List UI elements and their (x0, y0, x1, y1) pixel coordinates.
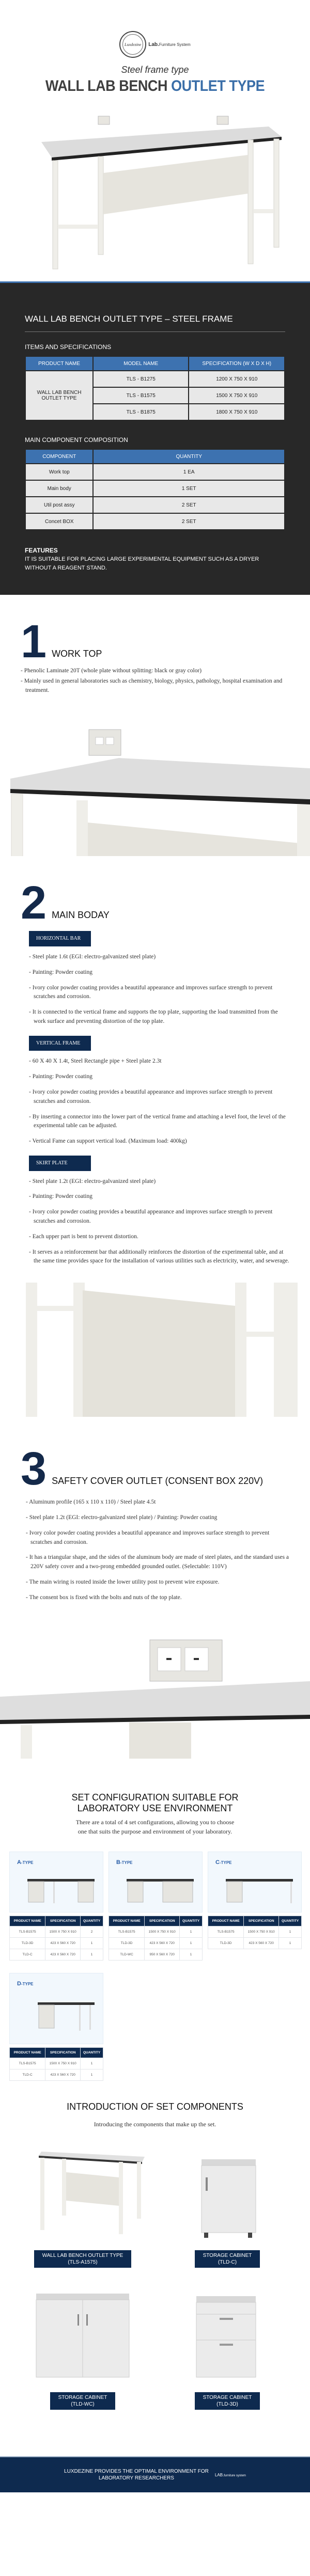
component-label: STORAGE CABINET (TLD-3D) (195, 2392, 260, 2410)
bench-image (16, 2141, 150, 2239)
component-cell: Concet BOX (26, 514, 92, 529)
col-specification: SPECIFICATION (W X D X H) (189, 357, 284, 370)
table-row: TLS-B1575 1500 X 750 X 910 1 (10, 2058, 103, 2069)
section-number: 2 (21, 877, 47, 929)
horizontal-bar-tag: HORIZONTAL BAR (29, 931, 91, 946)
col-product-name: PRODUCT NAME (26, 357, 92, 370)
logo-text: Lab.Furniture System (148, 41, 191, 48)
table-row (26, 497, 284, 513)
bullet-item: - Steel plate 1.6t (EGI: electro-galvanized steel plate) (29, 953, 156, 960)
bullet-item: - Ivory color powder coating provides a beautiful appearance and improves surface strength to prevent scratches and corrosion. (26, 1529, 270, 1545)
components-intro: Introducing the components that make up the set. (94, 2121, 216, 2128)
page-subtitle: Steel frame type (121, 65, 189, 75)
quantity-cell: 1 SET (94, 481, 284, 496)
bullet-item: - By inserting a connector into the lower part of the vertical frame and attaching a level foot, the level of the experimental table can be adjusted. (29, 1113, 286, 1129)
type-b-set-image (121, 1869, 199, 1905)
type-label: B-TYPE (116, 1859, 133, 1866)
worktop-photo (0, 706, 310, 856)
section-number: 1 (21, 616, 47, 668)
config-type-d[interactable] (9, 1973, 103, 2081)
component-label: STORAGE CABINET (TLD-WC) (50, 2392, 116, 2410)
component-tld-c[interactable] (155, 2141, 300, 2268)
bullet-item: - Vertical Fame can support vertical load. (Maximum load: 400kg) (29, 1138, 187, 1145)
type-b-table: PRODUCT NAME SPECIFICATION QUANTITY TLS-B1575 1500 X 750 X 910 1 TLD-3D 423 X 560 X 720 1 TLD-WC 950 X 560 X 720 1 (109, 1916, 203, 1961)
bullet-item: - 60 X 40 X 1.4t, Steel Rectangle pipe + Steel plate 2.3t (29, 1058, 162, 1065)
bullet-item: - It serves as a reinforcement bar that additionally reinforces the distortion of the experimental table, and at the same time provides space for the installation of various utilities such as electricity, water, and sewerage. (29, 1249, 289, 1265)
type-card (9, 1852, 103, 1913)
component-bench[interactable] (10, 2141, 155, 2268)
component-cell: Work top (26, 464, 92, 480)
bullet-item: - It is connected to the vertical frame and supports the top plate, supporting the load transmitted from the work surface and preventing distortion of the top plate. (29, 1009, 278, 1024)
bullet-item: - Aluminum profile (165 x 110 x 110) / Steel plate 4.5t (26, 1499, 156, 1506)
section-number: 3 (21, 1443, 47, 1495)
type-d-table: PRODUCT NAME SPECIFICATION QUANTITY TLS-B1575 1500 X 750 X 910 1 TLD-C 423 X 560 X 720 1 (9, 2047, 103, 2081)
bullet-item: - Steel plate 1.2t (EGI: electro-galvanized steel plate) / Painting: Powder coating (26, 1514, 218, 1521)
cabinet-tld-c-image (160, 2141, 295, 2239)
spec-cell: 1500 X 750 X 910 (189, 388, 284, 403)
bullet-list (21, 928, 289, 1266)
features-label: FEATURES (25, 547, 58, 554)
hero-section (0, 0, 310, 281)
type-a-table: PRODUCT NAME SPECIFICATION QUANTITY TLS-B1575 1500 X 750 X 910 2 TLD-3D 423 X 560 X 720 1 TLD-C 423 X 560 X 720 1 (9, 1916, 103, 1961)
table-row (26, 371, 284, 387)
features-text: IT IS SUITABLE FOR PLACING LARGE EXPERIMENTAL EQUIPMENT SUCH AS A DRYER WITHOUT A REAGENT STAND. (25, 556, 259, 571)
bullet-item: - Painting: Powder coating (29, 1193, 92, 1200)
col-quantity: QUANTITY (94, 450, 284, 463)
component-cell: Util post assy (26, 497, 92, 513)
set-configuration-section (0, 1772, 310, 2081)
bullet-item: - The consent box is fixed with the bolts and nuts of the top plate. (26, 1594, 182, 1601)
bullet-item: - It has a triangular shape, and the sides of the aluminum body are made of steel plates, and the standard uses a 220V safety cover and a two-prong embedded grounded outlet. (Selectable: 110V) (26, 1554, 289, 1570)
type-card (9, 1973, 103, 2044)
logo-seal-icon: Luxdezine (119, 31, 146, 58)
table-row: TLD-WC 950 X 560 X 720 1 (109, 1949, 203, 1960)
bullet-item: - Steel plate 1.2t (EGI: electro-galvanized steel plate) (29, 1178, 156, 1184)
component-tld-3d[interactable] (155, 2283, 300, 2410)
spec-cell: 1200 X 750 X 910 (189, 371, 284, 387)
section-title: WORK TOP (52, 649, 102, 659)
page-title: WALL LAB BENCH OUTLET TYPE (45, 77, 265, 94)
outlet-box-photo (0, 1619, 310, 1759)
type-card (109, 1852, 203, 1913)
type-card (208, 1852, 302, 1913)
section-main-body (0, 869, 310, 1430)
table-row: TLD-C 423 X 560 X 720 1 (10, 2069, 103, 2080)
model-cell: TLS - B1275 (94, 371, 189, 387)
bullet-item: - Mainly used in general laboratories such as chemistry, biology, physics, pathology, hospital examination and treatment. (21, 677, 283, 693)
type-label: C-TYPE (215, 1859, 232, 1866)
features-block (25, 546, 285, 572)
type-label: D-TYPE (17, 1980, 34, 1987)
quantity-cell: 2 SET (94, 497, 284, 513)
quantity-cell: 1 EA (94, 464, 284, 480)
bullet-item: - Ivory color powder coating provides a beautiful appearance and improves surface strength to prevent scratches and corrosion. (29, 1209, 273, 1224)
components-grid (0, 2129, 310, 2410)
cabinet-tld-3d-image (160, 2283, 295, 2381)
bullet-item: - Phenolic Laminate 20T (whole plate without splitting: black or gray color) (21, 668, 202, 674)
set-config-heading: SET CONFIGURATION SUITABLE FOR LABORATORY USE ENVIRONMENT (71, 1792, 239, 1814)
table-row (26, 464, 284, 480)
config-type-b[interactable] (109, 1852, 203, 1961)
bullet-item: - Each upper part is bent to prevent distortion. (29, 1233, 138, 1240)
table-row: TLD-C 423 X 560 X 720 1 (10, 1949, 103, 1960)
bullet-item: - Ivory color powder coating provides a beautiful appearance and improves surface strength to prevent scratches and corrosion. (29, 984, 273, 1000)
component-label: WALL LAB BENCH OUTLET TYPE (TLS-A1575) (34, 2250, 132, 2268)
product-name-cell: WALL LAB BENCH OUTLET TYPE (26, 371, 92, 420)
specification-section (0, 281, 310, 595)
section-safety-outlet (0, 1430, 310, 1772)
footer (0, 2456, 310, 2492)
set-config-intro: There are a total of 4 set configurations, allowing you to choose one that suits the purpose and environment of your laboratory. (75, 1818, 235, 1835)
component-cell: Main body (26, 481, 92, 496)
bench-product-image (21, 106, 289, 276)
table-row (26, 514, 284, 529)
type-label: A-TYPE (17, 1859, 34, 1866)
table-row: TLS-B1575 1500 X 750 X 910 1 (109, 1926, 203, 1937)
config-type-grid-row2 (0, 1961, 310, 2081)
brand-logo (0, 31, 310, 58)
type-c-set-image (221, 1869, 298, 1905)
footer-logo: LAB.furniture system (214, 2472, 246, 2477)
config-type-grid (0, 1836, 310, 1961)
col-component: COMPONENT (26, 450, 92, 463)
vertical-frame-tag: VERTICAL FRAME (29, 1036, 91, 1051)
bullet-item: - Painting: Powder coating (29, 1073, 92, 1080)
component-label: STORAGE CABINET (TLD-C) (195, 2250, 260, 2268)
section-title: MAIN BODAY (52, 910, 110, 921)
section-work-top (0, 595, 310, 869)
spec-cell: 1800 X 750 X 910 (189, 404, 284, 420)
quantity-cell: 2 SET (94, 514, 284, 529)
type-c-table: PRODUCT NAME SPECIFICATION QUANTITY TLS-B1575 1500 X 750 X 910 1 TLD-3D 423 X 560 X 720 1 (208, 1916, 302, 1949)
model-cell: TLS - B1875 (94, 404, 189, 420)
bullet-list (21, 1498, 289, 1603)
table-row: TLD-3D 423 X 560 X 720 1 (208, 1937, 302, 1949)
table-row: TLS-B1575 1500 X 750 X 910 1 (208, 1926, 302, 1937)
section-title: SAFETY COVER OUTLET (CONSENT BOX 220V) (52, 1476, 264, 1487)
table-row: TLD-3D 423 X 560 X 720 1 (10, 1937, 103, 1949)
component-tld-wc[interactable] (10, 2283, 155, 2410)
items-spec-table (25, 356, 285, 421)
items-heading: ITEMS AND SPECIFICATIONS (25, 343, 112, 351)
components-heading: MAIN COMPONENT COMPOSITION (25, 436, 128, 444)
footer-tagline: LUXDEZINE PROVIDES THE OPTIMAL ENVIRONMENT FOR LABORATORY RESEARCHERS (64, 2469, 209, 2482)
set-components-section (0, 2081, 310, 2410)
main-body-photo (0, 1283, 310, 1417)
bullet-item: - Painting: Powder coating (29, 969, 92, 975)
table-row: TLD-3D 423 X 560 X 720 1 (109, 1937, 203, 1949)
table-row: TLS-B1575 1500 X 750 X 910 2 (10, 1926, 103, 1937)
components-heading: INTRODUCTION OF SET COMPONENTS (67, 2101, 243, 2112)
skirt-plate-tag: SKIRT PLATE (29, 1156, 91, 1171)
bullet-item: - Ivory color powder coating provides a beautiful appearance and improves surface strength to prevent scratches and corrosion. (29, 1088, 273, 1104)
table-row (26, 481, 284, 496)
component-table (25, 449, 285, 530)
config-type-c[interactable] (208, 1852, 302, 1961)
cabinet-tld-wc-image (16, 2283, 150, 2381)
type-a-set-image (22, 1869, 100, 1905)
type-d-set-image (22, 1992, 100, 2033)
config-type-a[interactable] (9, 1852, 103, 1961)
col-model-name: MODEL NAME (94, 357, 189, 370)
bullet-item: - The main wiring is routed inside the lower utility post to prevent wire exposure. (26, 1579, 220, 1586)
spec-heading: WALL LAB BENCH OUTLET TYPE – STEEL FRAME (25, 314, 285, 332)
bullet-list (21, 667, 289, 695)
model-cell: TLS - B1575 (94, 388, 189, 403)
